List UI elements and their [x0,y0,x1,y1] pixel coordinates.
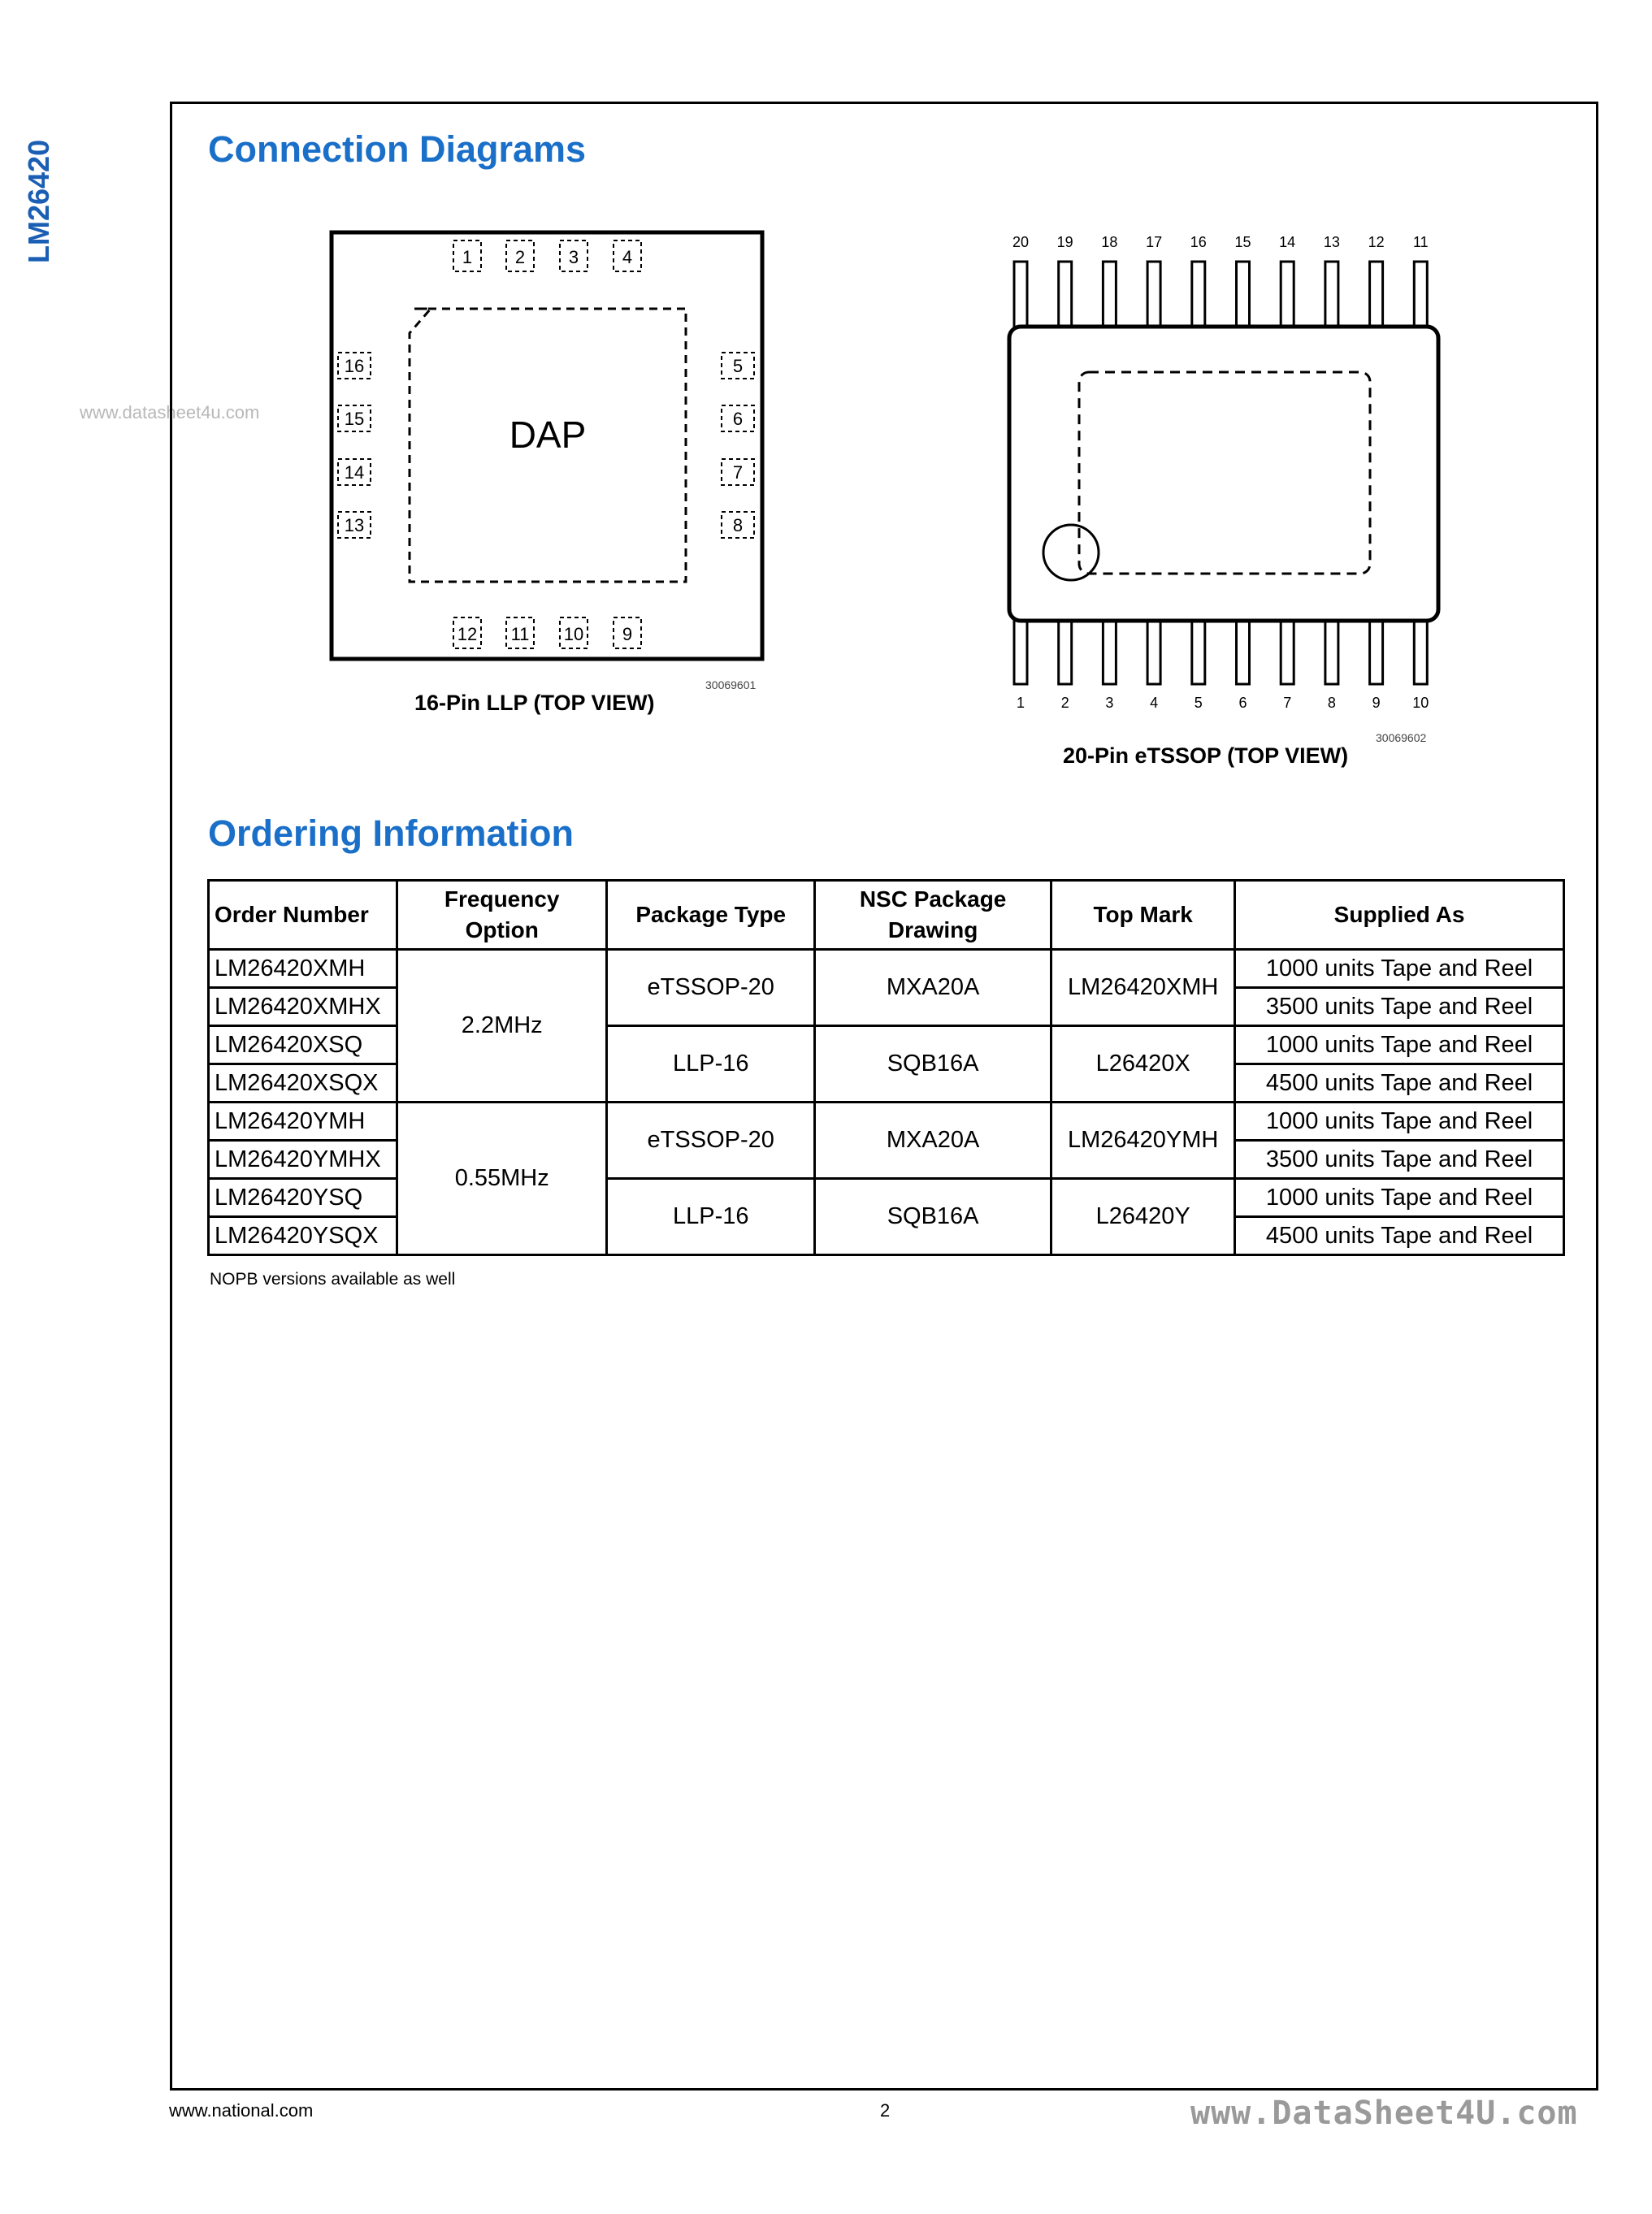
tssop-pin-19 [1059,262,1072,328]
package-type-cell: eTSSOP-20 [607,950,814,1026]
llp-pin-label-11: 11 [510,624,530,644]
tssop-pin-14 [1281,262,1294,328]
frequency-cell: 2.2MHz [397,950,607,1103]
frequency-cell: 0.55MHz [397,1103,607,1255]
tssop-caption: 20-Pin eTSSOP (TOP VIEW) [1063,743,1349,768]
package-type-cell: eTSSOP-20 [607,1103,814,1179]
tssop-pin-20 [1014,262,1027,328]
llp-pin-label-1: 1 [462,247,473,267]
llp-pin-label-10: 10 [563,624,584,644]
supplied-as-cell: 1000 units Tape and Reel [1235,1179,1564,1217]
supplied-as-cell: 3500 units Tape and Reel [1235,988,1564,1026]
tssop-pin-label-11: 11 [1412,234,1429,250]
tssop-pin-7 [1281,619,1294,684]
tssop-pin-label-8: 8 [1327,695,1336,711]
tssop-pin-6 [1237,619,1250,684]
tssop-pin-label-15: 15 [1234,234,1251,250]
table-row [209,950,1564,988]
tssop-pin-4 [1147,619,1160,684]
tssop-pin-label-17: 17 [1146,234,1163,250]
llp-pin-label-15: 15 [344,409,365,429]
tssop-pin-15 [1237,262,1250,328]
tssop-pin-label-13: 13 [1323,234,1340,250]
header-frequency-option: Frequency Option [397,881,607,950]
llp-pin-label-2: 2 [514,247,526,267]
llp-pin-label-16: 16 [344,356,365,376]
tssop-pin-label-12: 12 [1368,234,1385,250]
supplied-as-cell: 3500 units Tape and Reel [1235,1141,1564,1179]
llp-figure-number: 30069601 [705,678,757,691]
llp-pin-label-7: 7 [732,462,744,483]
llp-pin-label-9: 9 [622,624,633,644]
header-top-mark: Top Mark [1051,881,1235,950]
tssop-pin-label-7: 7 [1283,695,1292,711]
watermark-left: www.datasheet4u.com [80,402,260,422]
order-number-cell: LM26420YMH [209,1103,397,1141]
llp-pin-label-8: 8 [732,515,744,535]
order-number-cell: LM26420XSQX [209,1064,397,1103]
tssop-pin-11 [1414,262,1427,328]
header-supplied-as: Supplied As [1235,881,1564,950]
tssop-pin-label-16: 16 [1190,234,1207,250]
supplied-as-cell: 1000 units Tape and Reel [1235,1026,1564,1064]
nsc-drawing-cell: MXA20A [814,1103,1051,1179]
llp-pin-label-13: 13 [344,515,365,535]
tssop-figure-number: 30069602 [1376,731,1427,744]
page-number: 2 [880,2100,891,2121]
tssop-pin-17 [1147,262,1160,328]
footer-website: www.national.com [169,2100,314,2121]
llp-dap-label: DAP [509,414,587,456]
supplied-as-cell: 4500 units Tape and Reel [1235,1217,1564,1255]
tssop-pin-8 [1325,619,1338,684]
order-number-cell: LM26420YSQX [209,1217,397,1255]
top-mark-cell: L26420X [1051,1026,1235,1103]
tssop-pin-label-20: 20 [1012,234,1030,250]
tssop-pin-label-5: 5 [1194,695,1203,711]
header-order-number: Order Number [209,881,397,950]
order-number-cell: LM26420XMH [209,950,397,988]
llp-pin-label-3: 3 [568,247,579,267]
order-number-cell: LM26420XSQ [209,1026,397,1064]
llp-caption: 16-Pin LLP (TOP VIEW) [414,691,655,715]
tssop-pin-label-14: 14 [1279,234,1296,250]
top-mark-cell: L26420Y [1051,1179,1235,1255]
tssop-pin-9 [1370,619,1383,684]
supplied-as-cell: 1000 units Tape and Reel [1235,950,1564,988]
order-number-cell: LM26420YSQ [209,1179,397,1217]
supplied-as-cell: 4500 units Tape and Reel [1235,1064,1564,1103]
top-mark-cell: LM26420YMH [1051,1103,1235,1179]
tssop-pin-5 [1192,619,1205,684]
side-part-number: LM26420 [22,139,55,263]
nsc-drawing-cell: MXA20A [814,950,1051,1026]
ordering-table [207,879,1565,1256]
connection-diagrams-title: Connection Diagrams [208,128,587,170]
tssop-pin-label-18: 18 [1101,234,1118,250]
package-type-cell: LLP-16 [607,1179,814,1255]
ordering-header-row [209,881,1564,950]
nsc-drawing-cell: SQB16A [814,1026,1051,1103]
tssop-pin-3 [1103,619,1116,684]
tssop-pin-1 [1014,619,1027,684]
tssop-pin-10 [1414,619,1427,684]
llp-pin-label-4: 4 [622,247,633,267]
ordering-information-title: Ordering Information [208,812,574,854]
tssop-pin-label-19: 19 [1056,234,1073,250]
package-type-cell: LLP-16 [607,1026,814,1103]
tssop-pin-label-6: 6 [1238,695,1247,711]
tssop-pin-label-9: 9 [1372,695,1381,711]
nsc-drawing-cell: SQB16A [814,1179,1051,1255]
tssop-pin-18 [1103,262,1116,328]
llp-pin-label-14: 14 [344,462,365,483]
tssop-pin-12 [1370,262,1383,328]
tssop-pin-2 [1059,619,1072,684]
supplied-as-cell: 1000 units Tape and Reel [1235,1103,1564,1141]
llp-pin-label-6: 6 [732,409,744,429]
etssop20-diagram [999,227,1455,715]
order-number-cell: LM26420XMHX [209,988,397,1026]
tssop-pin-label-2: 2 [1060,695,1069,711]
tssop-package-outline [1009,327,1438,621]
llp-pin-label-5: 5 [732,356,744,376]
tssop-pin-label-3: 3 [1105,695,1114,711]
tssop-pin-label-4: 4 [1150,695,1159,711]
header-package-type: Package Type [607,881,814,950]
llp16-diagram [325,227,772,666]
nopb-note: NOPB versions available as well [210,1270,456,1289]
llp-pin-label-12: 12 [457,624,478,644]
tssop-pin-label-1: 1 [1016,695,1025,711]
watermark-bottom: www.DataSheet4U.com [1190,2095,1578,2132]
order-number-cell: LM26420YMHX [209,1141,397,1179]
header-nsc-package-drawing: NSC Package Drawing [814,881,1051,950]
top-mark-cell: LM26420XMH [1051,950,1235,1026]
tssop-pin-13 [1325,262,1338,328]
table-row [209,1103,1564,1141]
tssop-pin-label-10: 10 [1412,695,1429,711]
tssop-pin-16 [1192,262,1205,328]
